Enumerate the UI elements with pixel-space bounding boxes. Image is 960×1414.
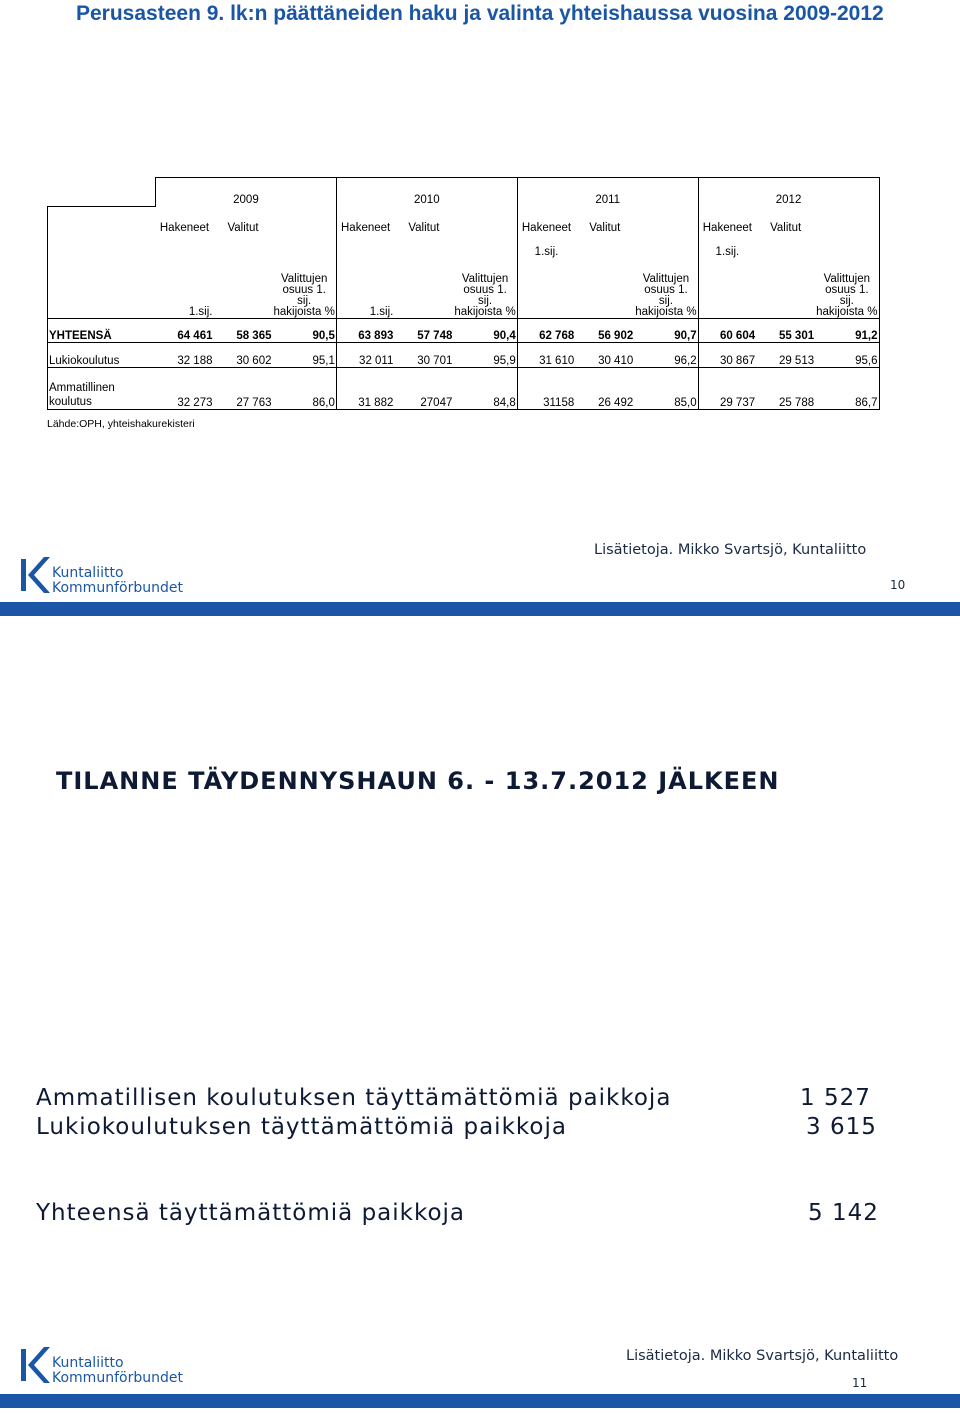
row-label: Lukiokoulutus [48, 342, 156, 367]
unfilled-label: Lukiokoulutuksen täyttämättömiä paikkoja [36, 1114, 567, 1140]
kuntaliitto-logo-icon [18, 555, 52, 595]
row-label: YHTEENSÄ [48, 318, 156, 342]
col-hakeneet: Hakeneet [159, 222, 210, 234]
unfilled-total-value: 5 142 [808, 1200, 879, 1226]
year-2009: 2009 [156, 178, 337, 207]
col-valitut: Valitut [589, 222, 621, 234]
year-2010: 2010 [336, 178, 517, 207]
footer-bar [0, 602, 960, 616]
header-row-labels [48, 206, 880, 234]
unfilled-total-label: Yhteensä täyttämättömiä paikkoja [36, 1200, 466, 1226]
page-number: 11 [852, 1376, 868, 1390]
col-1sij: 1.sij. [534, 246, 559, 258]
logo-text: Kuntaliitto Kommunförbundet [52, 1355, 183, 1386]
year-2011: 2011 [517, 178, 698, 207]
footer-bar [0, 1394, 960, 1408]
row-label: Ammatillinen koulutus [48, 367, 156, 409]
info-text: Lisätietoja. Mikko Svartsjö, Kuntaliitto [594, 542, 867, 558]
table-row: YHTEENSÄ 64 461 58 365 90,5 63 893 57 748 90,4 62 768 56 902 90,7 60 604 55 301 91,2 [48, 318, 880, 342]
info-text: Lisätietoja. Mikko Svartsjö, Kuntaliitto [626, 1348, 899, 1364]
col-hakeneet: Hakeneet [521, 222, 572, 234]
kuntaliitto-logo-icon [18, 1345, 52, 1385]
slide-title: Perusasteen 9. lk:n päättäneiden haku ja valinta yhteishaussa vuosina 2009-2012 [76, 2, 884, 25]
col-valitut: Valitut [227, 222, 259, 234]
col-hakeneet: Hakeneet [702, 222, 752, 234]
logo-text: Kuntaliitto Kommunförbundet [52, 565, 183, 596]
table-row: Lukiokoulutus 32 188 30 602 95,1 32 011 30 701 95,9 31 610 30 410 96,2 30 867 29 513 95,6 [48, 342, 880, 367]
col-osuus: Valittujen osuus 1. sij. hakijoista % [453, 258, 517, 318]
col-1sij: 1.sij. [156, 258, 214, 318]
stats-table [47, 177, 880, 410]
unfilled-label: Ammatillisen koulutuksen täyttämättömiä paikkoja [36, 1085, 672, 1111]
page-number: 10 [890, 578, 906, 592]
col-valitut: Valitut [770, 222, 802, 234]
unfilled-value: 3 615 [806, 1114, 877, 1140]
slide-heading: TILANNE TÄYDENNYSHAUN 6. - 13.7.2012 JÄLKEEN [56, 767, 780, 795]
col-osuus: Valittujen osuus 1. sij. hakijoista % [273, 258, 337, 318]
col-osuus: Valittujen osuus 1. sij. hakijoista % [815, 258, 879, 318]
col-hakeneet: Hakeneet [341, 222, 391, 234]
table-row: Ammatillinen koulutus 32 273 27 763 86,0 31 882 27047 84,8 31158 26 492 85,0 29 737 25 788 86,7 [48, 367, 880, 409]
col-osuus: Valittujen osuus 1. sij. hakijoista % [634, 258, 698, 318]
col-1sij: 1.sij. [336, 258, 394, 318]
year-2012: 2012 [698, 178, 879, 207]
source-note: Lähde:OPH, yhteishakurekisteri [47, 418, 195, 430]
col-1sij: 1.sij. [715, 246, 740, 258]
col-valitut: Valitut [408, 222, 440, 234]
unfilled-value: 1 527 [800, 1085, 871, 1111]
